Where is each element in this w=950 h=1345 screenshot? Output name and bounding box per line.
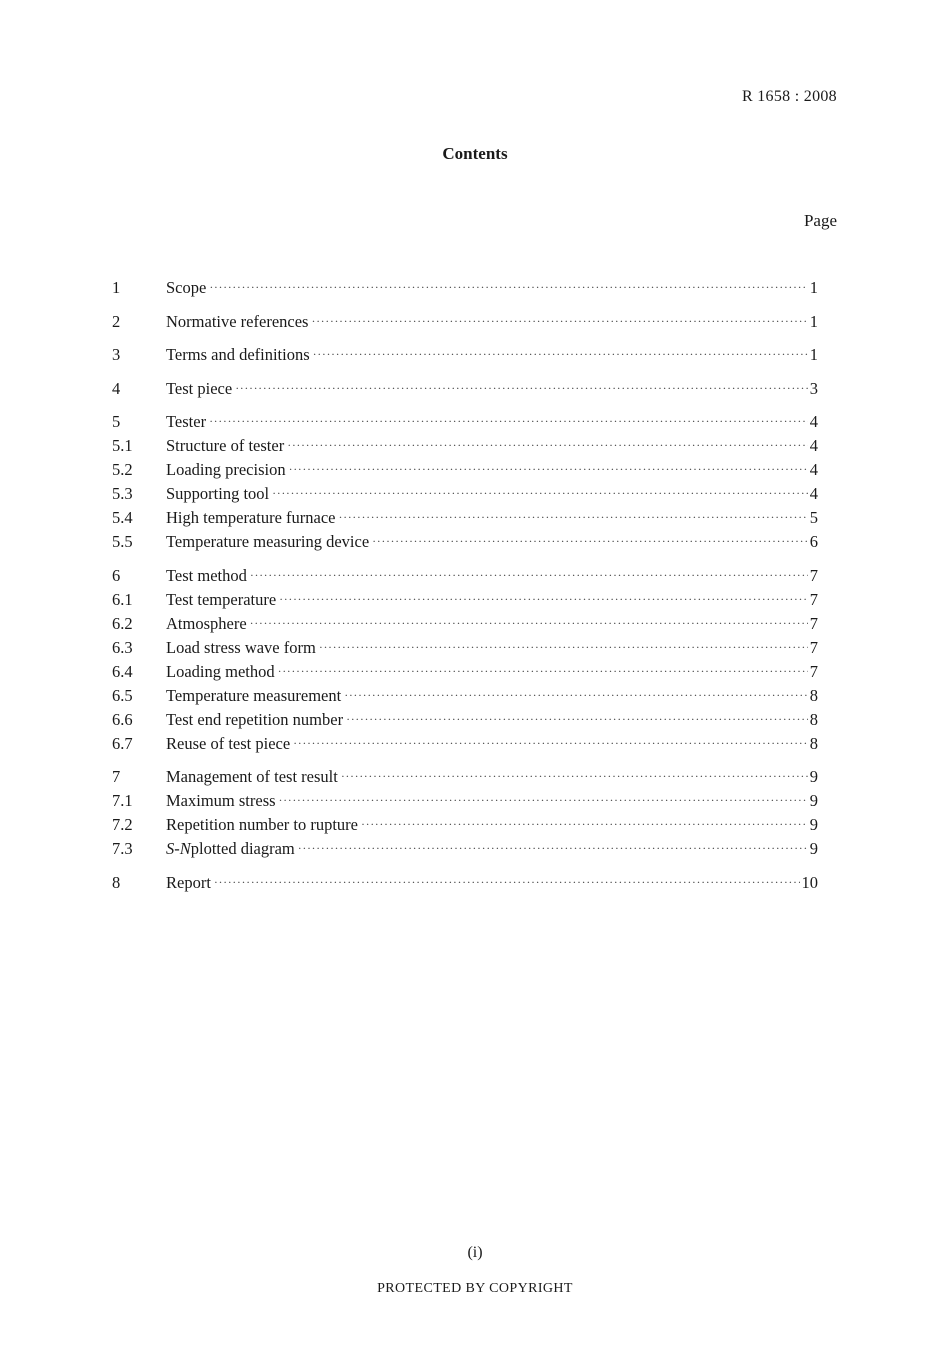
toc-page-number: 7 [809,661,818,681]
toc-entry[interactable] [112,612,818,636]
toc-entry[interactable] [112,660,818,684]
toc-section-title-text: Reuse of test piece [166,733,291,753]
toc-section-title [166,871,214,895]
toc-section-number: 5 [112,412,121,431]
toc-page-number: 8 [809,733,818,753]
toc-page-number: 1 [809,278,818,297]
toc-section-title-text: Loading precision [166,460,286,479]
toc-section-title-text: Management of test result [166,767,338,786]
toc-dot-leader [250,563,808,587]
toc-section-title-text: Temperature measurement [166,685,342,705]
toc-page-number: 9 [809,815,818,834]
toc-section-title [166,377,235,401]
toc-section-title [166,765,341,789]
toc-section-title [166,837,298,861]
toc-section-title-text: Test piece [166,378,233,398]
toc-section-number: 6.4 [112,661,133,681]
page-number: (i) [467,1244,483,1261]
toc-entry[interactable] [112,410,818,434]
toc-section-number: 5.2 [112,460,133,479]
toc-entry[interactable] [112,684,818,708]
toc-section-title [166,434,287,458]
toc-section-title-text: High temperature furnace [166,508,336,527]
toc-section-number: 6.2 [112,613,133,633]
toc-section-number: 8 [112,872,121,892]
toc-dot-leader [361,812,808,836]
toc-entry[interactable] [112,708,818,732]
toc-section-title-text: Test end repetition number [166,709,344,729]
toc-section-title-text: Scope [166,278,207,297]
toc-page-number: 7 [809,613,818,633]
toc-entry[interactable] [112,530,818,554]
toc-section-number: 4 [112,378,121,398]
toc-section-title-text: Normative references [166,311,309,331]
toc-entry[interactable] [112,871,818,895]
toc-section-title-text: Tester [166,412,207,431]
toc-section-title [166,458,289,482]
toc-section-title [166,708,346,732]
toc-entry[interactable] [112,482,818,506]
toc-section-number: 6.3 [112,637,133,657]
toc-page-number: 9 [809,839,818,858]
toc-page-number: 4 [809,436,818,455]
toc-page-number: 4 [809,460,818,479]
toc-section-title [166,482,272,506]
contents-title: Contents [442,144,508,163]
toc-section-title-text: Loading method [166,661,275,681]
toc-section-number: 7.3 [112,839,133,858]
toc-entry[interactable] [112,377,818,401]
toc-entry[interactable] [112,506,818,530]
toc-entry[interactable] [112,434,818,458]
toc-section-title-text: Atmosphere [166,613,247,633]
toc-entry[interactable] [112,276,818,300]
toc-section-number: 7 [112,767,121,786]
toc-section-title [166,684,344,708]
document-id: R 1658 : 2008 [741,88,837,105]
toc-section-title-italic: S-N [166,839,191,858]
toc-dot-leader [235,376,808,400]
toc-section-number: 5.3 [112,484,133,503]
toc-section-title [166,612,250,636]
toc-section-title [166,530,372,554]
toc-section-number: 6.1 [112,589,133,609]
toc-section-number: 6.5 [112,685,133,705]
toc-section-title-text: Test method [166,565,247,585]
toc-section-number: 5.5 [112,532,133,551]
toc-dot-leader [311,309,807,333]
toc-dot-leader [289,457,808,481]
toc-section-title [166,789,279,813]
toc-dot-leader [319,635,808,659]
toc-entry[interactable] [112,789,818,813]
toc-entry[interactable] [112,343,818,367]
toc-dot-leader [287,433,808,457]
toc-section-title-text: Supporting tool [166,484,270,503]
toc-entry[interactable] [112,588,818,612]
toc-section-title-text: Temperature measuring device [166,532,370,551]
toc-section-title [166,564,250,588]
toc-dot-leader [339,505,808,529]
toc-section-title [166,588,279,612]
toc-section-number: 3 [112,345,121,364]
toc-entry[interactable] [112,458,818,482]
toc-page-number: 4 [809,484,818,503]
toc-dot-leader [341,764,808,788]
toc-page-number: 4 [809,412,818,431]
toc-section-number: 7.1 [112,791,133,810]
toc-page-number: 3 [809,378,818,398]
toc-section-number: 5.4 [112,508,133,527]
toc-dot-leader [279,788,808,812]
toc-dot-leader [346,707,808,731]
toc-dot-leader [279,587,808,611]
toc-section-title-text: plotted diagram [190,839,295,858]
toc-page-number: 9 [809,791,818,810]
toc-entry[interactable] [112,837,818,861]
toc-page-number: 7 [809,589,818,609]
page-column-heading: Page [803,211,837,230]
toc-dot-leader [250,611,808,635]
toc-section-number: 1 [112,278,121,297]
toc-entry[interactable] [112,765,818,789]
toc-section-number: 2 [112,311,121,331]
toc-entry[interactable] [112,564,818,588]
toc-entry[interactable] [112,732,818,756]
toc-page-number: 6 [809,532,818,551]
toc-page-number: 8 [809,685,818,705]
toc-section-number: 6.6 [112,709,133,729]
toc-section-title-text: Report [166,872,211,892]
toc-page-number: 10 [801,872,818,892]
toc-entry[interactable] [112,636,818,660]
toc-section-title-text: Maximum stress [166,791,276,810]
toc-section-number: 6.7 [112,733,133,753]
toc-section-number: 5.1 [112,436,133,455]
toc-section-title [166,506,339,530]
toc-page-number: 7 [809,637,818,657]
toc-dot-leader [298,836,808,860]
toc-entry[interactable] [112,310,818,334]
toc-section-title-text: Structure of tester [166,436,285,455]
toc-entry[interactable] [112,813,818,837]
toc-section-title-text: Terms and definitions [166,345,310,364]
toc-section-title-text: Repetition number to rupture [166,815,358,834]
toc-section-title [166,343,313,367]
toc-dot-leader [293,731,808,755]
toc-section-title [166,276,209,300]
toc-dot-leader [372,529,808,553]
toc-dot-leader [214,870,800,894]
toc-dot-leader [278,659,808,683]
toc-section-title [166,732,293,756]
toc-dot-leader [209,275,807,299]
toc-page-number: 1 [809,311,818,331]
toc-page-number: 8 [809,709,818,729]
toc-dot-leader [209,409,808,433]
toc-section-title [166,636,319,660]
toc-section-title [166,813,361,837]
table-of-contents [112,276,818,895]
copyright-notice: PROTECTED BY COPYRIGHT [377,1281,573,1296]
toc-section-number: 6 [112,565,121,585]
toc-dot-leader [272,481,808,505]
toc-page-number: 1 [809,345,818,364]
toc-dot-leader [344,683,808,707]
toc-section-title [166,310,311,334]
toc-section-title [166,410,209,434]
toc-section-title [166,660,278,684]
toc-page-number: 7 [809,565,818,585]
toc-page-number: 9 [809,767,818,786]
toc-section-title-text: Load stress wave form [166,637,316,657]
toc-dot-leader [313,342,808,366]
toc-section-title-text: Test temperature [166,589,277,609]
toc-section-number: 7.2 [112,815,133,834]
toc-page-number: 5 [809,508,818,527]
